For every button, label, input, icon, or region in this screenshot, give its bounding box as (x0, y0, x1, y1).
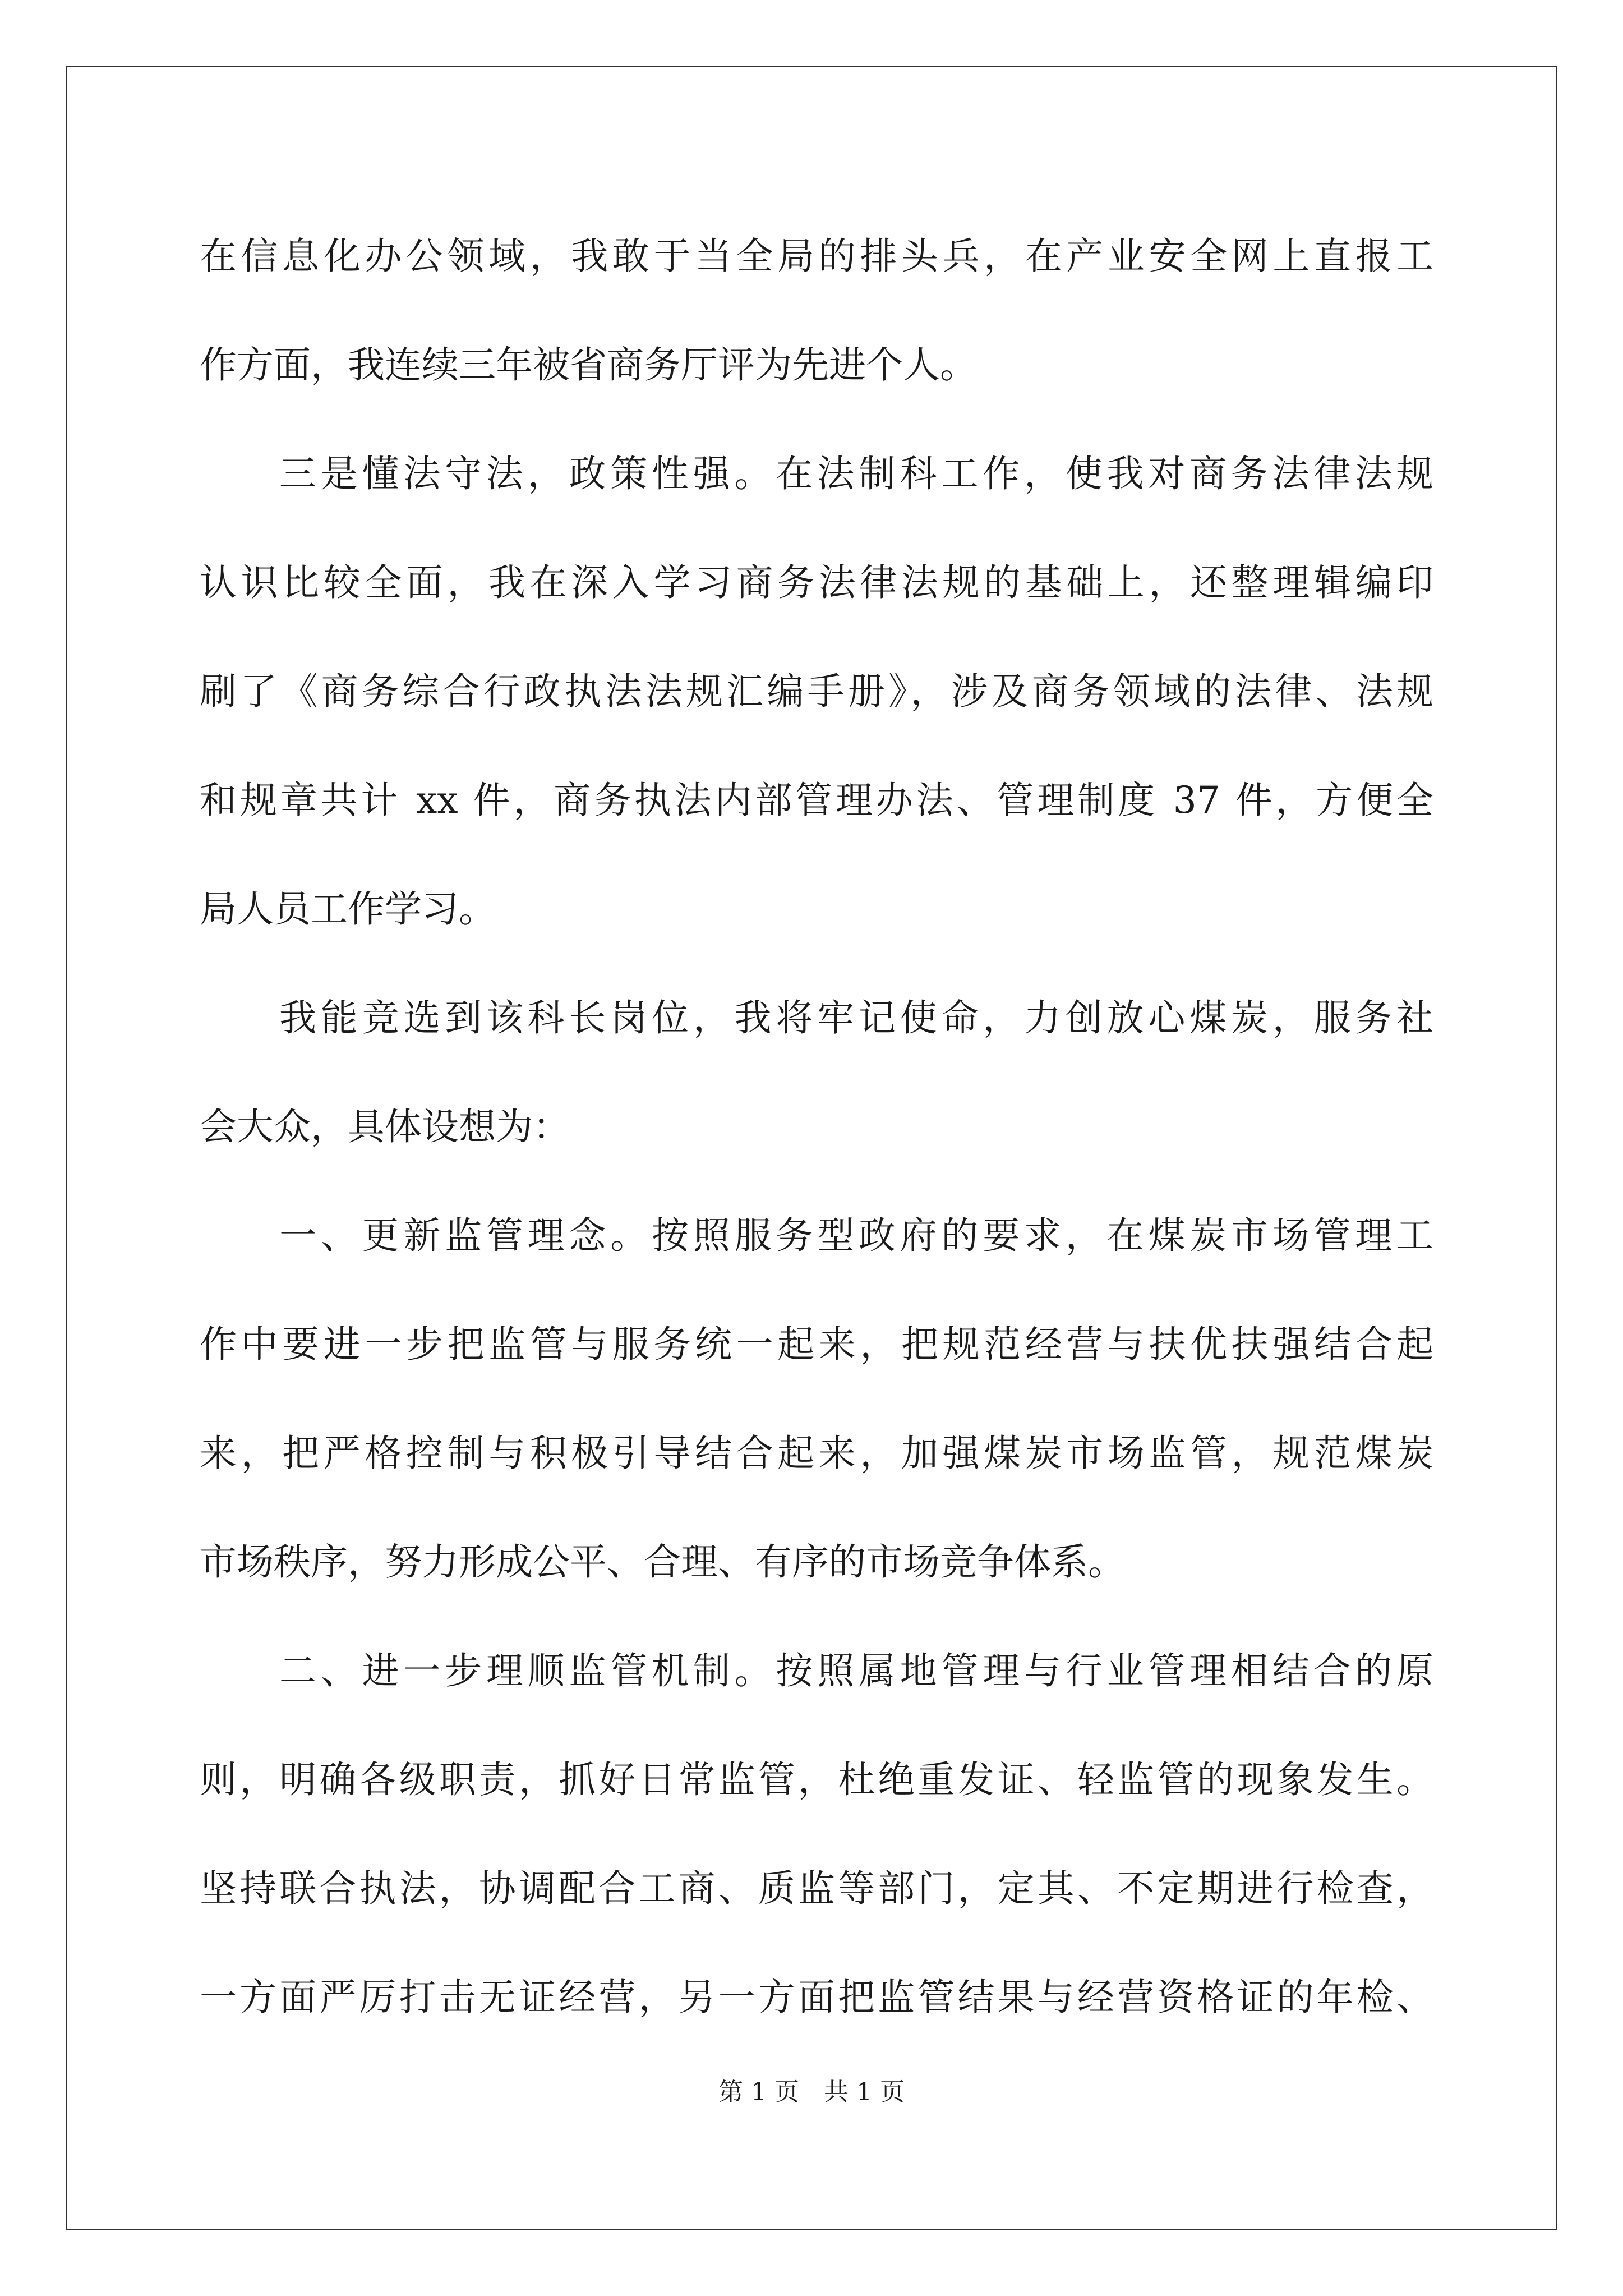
text-line: 在信息化办公领域，我敢于当全局的排头兵，在产业安全网上直报工 (200, 234, 1433, 278)
text-line: 坚持联合执法，协调配合工商、质监等部门，定其、不定期进行检查， (200, 1867, 1433, 1910)
page-footer: 第 1 页 共 1 页 (718, 2078, 905, 2106)
document-body (200, 202, 1433, 2052)
text-line: 三是懂法守法，政策性强。在法制科工作，使我对商务法律法规 (279, 452, 1433, 495)
text-line: 市场秩序，努力形成公平、合理、有序的市场竞争体系。 (200, 1540, 1125, 1584)
text-line: 会大众，具体设想为： (200, 1105, 570, 1148)
text-line: 作方面，我连续三年被省商务厅评为先进个人。 (200, 343, 977, 386)
text-line: 和规章共计 xx 件，商务执法内部管理办法、管理制度 37 件，方便全 (200, 779, 1433, 822)
text-line: 我能竞选到该科长岗位，我将牢记使命，力创放心煤炭，服务社 (279, 996, 1433, 1039)
text-line: 一方面严厉打击无证经营，另一方面把监管结果与经营资格证的年检、 (200, 1976, 1433, 2019)
text-line: 作中要进一步把监管与服务统一起来，把规范经营与扶优扶强结合起 (200, 1323, 1433, 1366)
text-line: 认识比较全面，我在深入学习商务法律法规的基础上，还整理辑编印 (200, 561, 1433, 604)
text-line: 来，把严格控制与积极引导结合起来，加强煤炭市场监管，规范煤炭 (200, 1432, 1433, 1475)
text-line: 二、进一步理顺监管机制。按照属地管理与行业管理相结合的原 (279, 1649, 1433, 1692)
text-line: 刷了《商务综合行政执法法规汇编手册》，涉及商务领域的法律、法规 (200, 670, 1433, 713)
text-line: 一、更新监管理念。按照服务型政府的要求，在煤炭市场管理工 (279, 1214, 1433, 1257)
text-line: 则，明确各级职责，抓好日常监管，杜绝重发证、轻监管的现象发生。 (200, 1758, 1433, 1801)
text-line: 局人员工作学习。 (200, 887, 496, 931)
